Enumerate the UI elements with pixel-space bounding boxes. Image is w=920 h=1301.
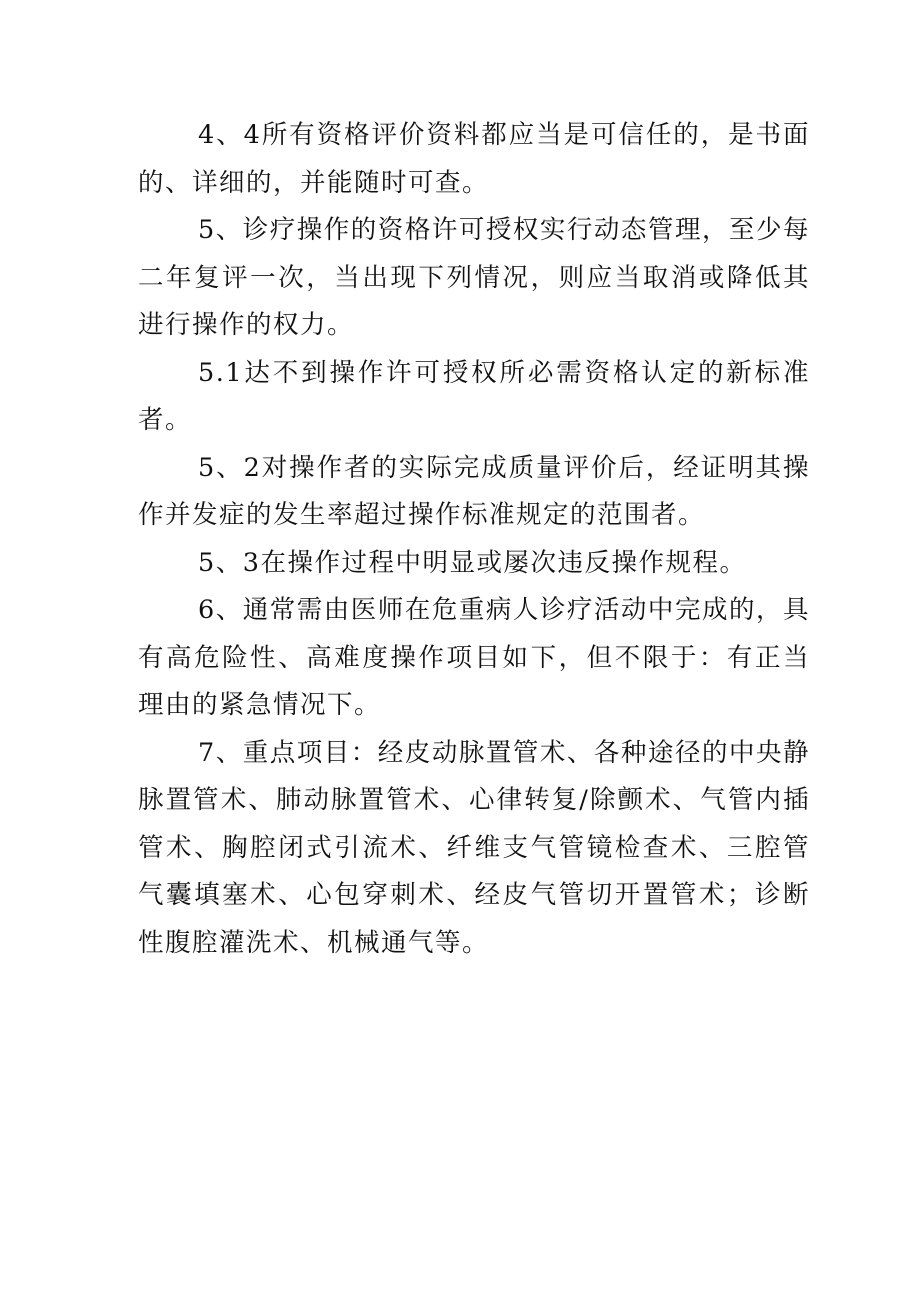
paragraph-5: 5、诊疗操作的资格许可授权实行动态管理，至少每二年复评一次，当出现下列情况，则应当取消或降低其进行操作的权力。	[138, 215, 810, 340]
paragraph-6: 6、通常需由医师在危重病人诊疗活动中完成的，具有高危险性、高难度操作项目如下，但不限于：有正当理由的紧急情况下。	[138, 595, 810, 720]
document-body	[138, 112, 810, 967]
paragraph-5-1: 5.1达不到操作许可授权所必需资格认定的新标准者。	[138, 357, 810, 435]
paragraph-4-4: 4、4所有资格评价资料都应当是可信任的，是书面的、详细的，并能随时可查。	[138, 120, 810, 198]
paragraph-5-2: 5、2对操作者的实际完成质量评价后，经证明其操作并发症的发生率超过操作标准规定的范围者。	[138, 452, 810, 530]
paragraph-5-3: 5、3在操作过程中明显或屡次违反操作规程。	[198, 547, 747, 578]
paragraph-7: 7、重点项目：经皮动脉置管术、各种途径的中央静脉置管术、肺动脉置管术、心律转复/除颤术、气管内插管术、胸腔闭式引流术、纤维支气管镜检查术、三腔管气囊填塞术、心包穿刺术、经皮气管切开置管术；诊断性腹腔灌洗术、机械通气等。	[138, 737, 810, 958]
